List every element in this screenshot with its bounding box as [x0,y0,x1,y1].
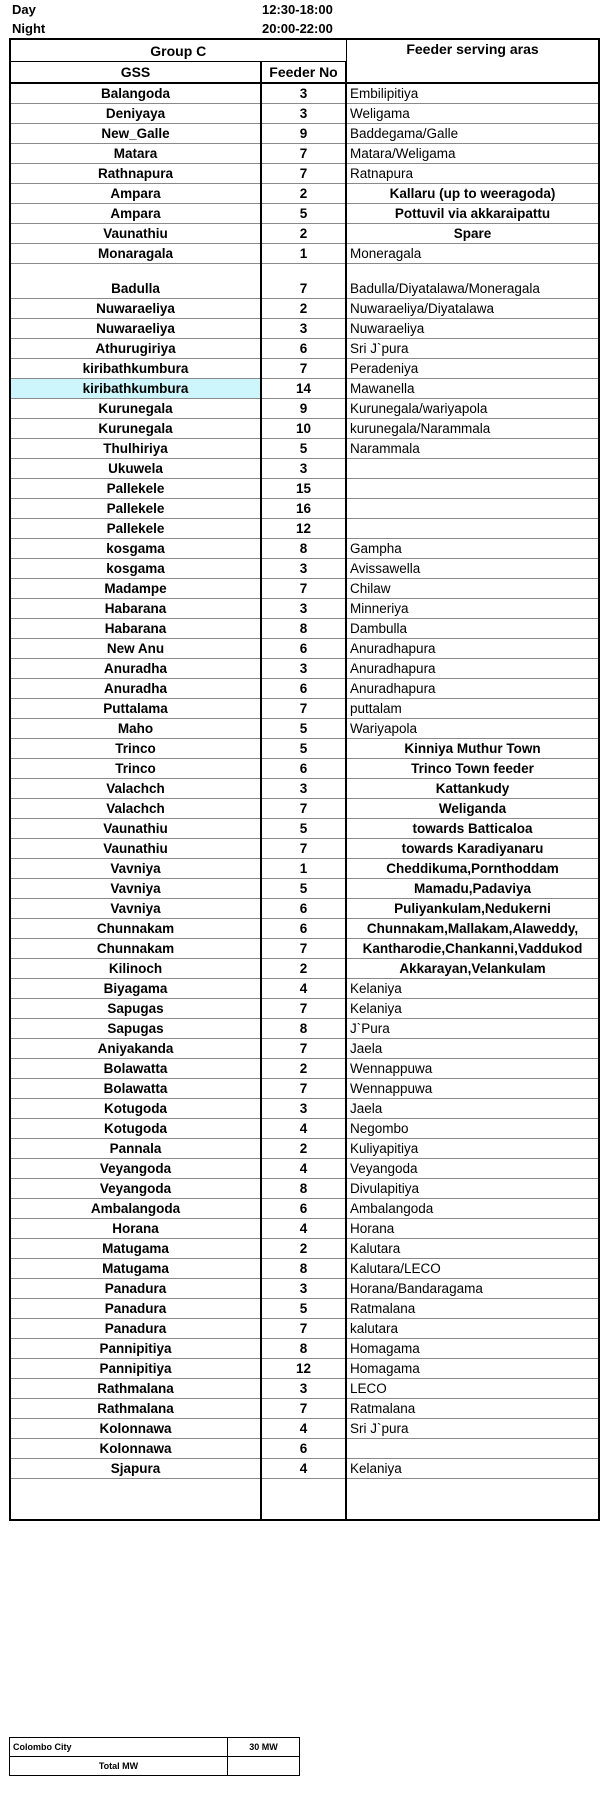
area-cell: Gampha [346,539,599,559]
area-cell: kurunegala/Narammala [346,419,599,439]
feeder-cell: 2 [261,959,346,979]
feeder-cell: 8 [261,619,346,639]
table-row [10,1059,599,1079]
feeder-cell: 3 [261,83,346,104]
table-row [10,104,599,124]
gss-cell: Kolonnawa [10,1419,261,1439]
feeder-header: Feeder No [261,62,346,84]
area-cell: Kelaniya [346,979,599,999]
schedule [12,0,352,38]
area-cell: Sri J`pura [346,1419,599,1439]
gss-cell: kosgama [10,539,261,559]
feeder-cell: 10 [261,419,346,439]
gss-cell: Badulla [10,264,261,299]
table-row [10,339,599,359]
area-cell: Pottuvil via akkaraipattu [346,204,599,224]
table-row [10,164,599,184]
feeder-cell: 5 [261,1299,346,1319]
area-cell: Dambulla [346,619,599,639]
feeder-cell: 3 [261,599,346,619]
feeder-cell: 3 [261,659,346,679]
table-row [10,144,599,164]
area-cell: Anuradhapura [346,659,599,679]
area-cell: Anuradhapura [346,679,599,699]
table-row [10,959,599,979]
gss-cell: Vavniya [10,899,261,919]
table-row [10,399,599,419]
group-title: Group C [10,39,346,62]
area-cell: Cheddikuma,Pornthoddam [346,859,599,879]
area-cell: Kantharodie,Chankanni,Vaddukod [346,939,599,959]
table-row [10,379,599,399]
table-row [10,639,599,659]
table-row [10,459,599,479]
gss-cell: Anuradha [10,679,261,699]
feeder-cell: 3 [261,459,346,479]
area-cell: Nuwaraeliya [346,319,599,339]
gss-cell: Kurunegala [10,419,261,439]
gss-cell: Rathnapura [10,164,261,184]
area-cell [346,459,599,479]
area-cell: Veyangoda [346,1159,599,1179]
area-cell: Kurunegala/wariyapola [346,399,599,419]
table-row [10,1179,599,1199]
area-cell [346,499,599,519]
colombo-label: Colombo City [10,1738,228,1757]
night-label: Night [12,21,46,36]
feeder-cell: 7 [261,1079,346,1099]
table-row [10,719,599,739]
area-cell: Sri J`pura [346,339,599,359]
gss-cell: Habarana [10,619,261,639]
table-row [10,599,599,619]
table-row [10,184,599,204]
table-row [10,359,599,379]
gss-cell: Rathmalana [10,1399,261,1419]
colombo-mw: 30 MW [228,1738,300,1757]
table-row [10,1039,599,1059]
feeder-cell: 7 [261,699,346,719]
table-row [10,979,599,999]
table-row [10,1339,599,1359]
area-cell: towards Batticaloa [346,819,599,839]
gss-cell: Anuradha [10,659,261,679]
gss-cell: Kotugoda [10,1099,261,1119]
feeder-cell: 6 [261,679,346,699]
feeder-cell: 9 [261,399,346,419]
table-row [10,619,599,639]
feeder-cell: 4 [261,1459,346,1479]
area-cell: Akkarayan,Velankulam [346,959,599,979]
area-cell: Baddegama/Galle [346,124,599,144]
table-row [10,779,599,799]
day-time: 12:30-18:00 [262,2,333,17]
area-cell [346,479,599,499]
table-row [10,1359,599,1379]
gss-cell: Nuwaraeliya [10,319,261,339]
feeder-cell: 3 [261,1379,346,1399]
gss-cell: Vaunathiu [10,224,261,244]
gss-cell: Athurugiriya [10,339,261,359]
gss-cell: New Anu [10,639,261,659]
area-cell [346,1439,599,1459]
feeder-cell: 7 [261,939,346,959]
gss-cell: Aniyakanda [10,1039,261,1059]
gss-cell: Matugama [10,1259,261,1279]
gss-cell: Monaragala [10,244,261,264]
table-row [10,519,599,539]
table-row [10,1279,599,1299]
area-cell: Wariyapola [346,719,599,739]
feeder-table [9,38,600,1521]
area-cell: J`Pura [346,1019,599,1039]
area-cell: Puliyankulam,Nedukerni [346,899,599,919]
area-cell: Weliganda [346,799,599,819]
feeder-cell: 5 [261,204,346,224]
gss-cell: Panadura [10,1279,261,1299]
gss-cell: Vaunathiu [10,819,261,839]
summary-table [9,1737,347,1776]
feeder-cell: 5 [261,819,346,839]
gss-cell: Maho [10,719,261,739]
area-cell: Weligama [346,104,599,124]
area-cell: Narammala [346,439,599,459]
night-time: 20:00-22:00 [262,21,333,36]
area-cell: Homagama [346,1359,599,1379]
feeder-cell: 7 [261,839,346,859]
feeder-cell: 2 [261,1139,346,1159]
feeder-cell: 12 [261,1359,346,1379]
gss-cell: Kurunegala [10,399,261,419]
feeder-cell: 8 [261,1019,346,1039]
feeder-cell: 4 [261,979,346,999]
table-row [10,759,599,779]
feeder-cell: 8 [261,1339,346,1359]
feeder-cell: 8 [261,1259,346,1279]
area-cell: Homagama [346,1339,599,1359]
table-row [10,264,599,299]
gss-cell: Madampe [10,579,261,599]
gss-cell: kiribathkumbura [10,359,261,379]
gss-cell: Valachch [10,799,261,819]
area-cell: Ratmalana [346,1299,599,1319]
area-cell: Embilipitiya [346,83,599,104]
gss-cell: Kolonnawa [10,1439,261,1459]
gss-cell: Trinco [10,739,261,759]
gss-header: GSS [10,62,261,84]
area-cell: Anuradhapura [346,639,599,659]
gss-cell: Veyangoda [10,1179,261,1199]
schedule-day [12,0,352,19]
feeder-cell: 6 [261,339,346,359]
area-cell: Kallaru (up to weeragoda) [346,184,599,204]
feeder-cell: 2 [261,299,346,319]
schedule-night [12,19,352,38]
table-row [10,659,599,679]
area-cell: Jaela [346,1039,599,1059]
table-row [10,1019,599,1039]
areas-header: Feeder serving aras [346,39,599,83]
area-cell: Badulla/Diyatalawa/Moneragala [346,264,599,299]
gss-cell: Ambalangoda [10,1199,261,1219]
feeder-cell: 3 [261,559,346,579]
gss-cell: Vaunathiu [10,839,261,859]
feeder-cell: 2 [261,1239,346,1259]
table-row [10,1379,599,1399]
gss-cell: Horana [10,1219,261,1239]
gss-cell: Bolawatta [10,1059,261,1079]
gss-cell: Kotugoda [10,1119,261,1139]
gss-cell: Chunnakam [10,919,261,939]
gss-cell: Pannipitiya [10,1339,261,1359]
table-row [10,1299,599,1319]
feeder-cell: 6 [261,919,346,939]
gss-cell: kosgama [10,559,261,579]
gss-cell: Sapugas [10,999,261,1019]
area-cell: kalutara [346,1319,599,1339]
area-cell [346,519,599,539]
area-cell: Minneriya [346,599,599,619]
table-row [10,879,599,899]
gss-cell: Pallekele [10,519,261,539]
feeder-cell: 8 [261,1179,346,1199]
area-cell: Peradeniya [346,359,599,379]
gss-cell: Biyagama [10,979,261,999]
table-row [10,224,599,244]
feeder-cell: 2 [261,1059,346,1079]
gss-cell: Sjapura [10,1459,261,1479]
area-cell: Horana [346,1219,599,1239]
table-row [10,679,599,699]
area-cell: Wennappuwa [346,1059,599,1079]
area-cell: Divulapitiya [346,1179,599,1199]
table-row [10,1139,599,1159]
feeder-cell: 7 [261,1319,346,1339]
area-cell: Negombo [346,1119,599,1139]
gss-cell: Rathmalana [10,1379,261,1399]
table-row [10,939,599,959]
feeder-cell: 8 [261,539,346,559]
table-row [10,819,599,839]
table-row [10,124,599,144]
gss-cell: kiribathkumbura [10,379,261,399]
gss-cell: Pallekele [10,499,261,519]
total-mw [228,1757,300,1776]
area-cell: Kelaniya [346,999,599,1019]
table-row [10,299,599,319]
gss-cell: Habarana [10,599,261,619]
gss-cell: Pannala [10,1139,261,1159]
gss-cell: Deniyaya [10,104,261,124]
gss-cell: Balangoda [10,83,261,104]
feeder-cell: 7 [261,799,346,819]
gss-cell: Ampara [10,204,261,224]
area-cell: Ambalangoda [346,1199,599,1219]
gss-cell: Valachch [10,779,261,799]
area-cell: Trinco Town feeder [346,759,599,779]
gss-cell: Puttalama [10,699,261,719]
feeder-cell: 3 [261,1099,346,1119]
area-cell: Kelaniya [346,1459,599,1479]
area-cell: Mawanella [346,379,599,399]
table-row [10,479,599,499]
table-row [10,839,599,859]
feeder-cell: 7 [261,264,346,299]
feeder-cell: 2 [261,224,346,244]
table-row [10,1459,599,1479]
gss-cell: Sapugas [10,1019,261,1039]
feeder-cell: 5 [261,879,346,899]
area-cell: towards Karadiyanaru [346,839,599,859]
feeder-cell: 12 [261,519,346,539]
area-cell: Chilaw [346,579,599,599]
table-row [10,559,599,579]
gss-cell: Ukuwela [10,459,261,479]
gss-cell: Bolawatta [10,1079,261,1099]
gss-cell: Panadura [10,1319,261,1339]
feeder-cell: 7 [261,359,346,379]
area-cell: puttalam [346,699,599,719]
feeder-cell: 3 [261,319,346,339]
area-cell: Avissawella [346,559,599,579]
area-cell: Kuliyapitiya [346,1139,599,1159]
feeder-cell: 6 [261,899,346,919]
blank-row [10,1479,599,1500]
table-row [10,1119,599,1139]
table-row [10,244,599,264]
table-row [10,319,599,339]
area-cell: Nuwaraeliya/Diyatalawa [346,299,599,319]
table-row [10,1419,599,1439]
area-cell: Matara/Weligama [346,144,599,164]
table-row [10,859,599,879]
area-cell: Jaela [346,1099,599,1119]
table-row [10,499,599,519]
feeder-cell: 3 [261,1279,346,1299]
table-row [10,83,599,104]
table-row [10,439,599,459]
table-row [10,699,599,719]
total-label: Total MW [10,1757,228,1776]
table-row [10,1259,599,1279]
area-cell: Wennappuwa [346,1079,599,1099]
gss-cell: Pannipitiya [10,1359,261,1379]
feeder-cell: 4 [261,1419,346,1439]
feeder-cell: 6 [261,1439,346,1459]
table-row [10,579,599,599]
table-row [10,1079,599,1099]
feeder-cell: 5 [261,719,346,739]
gss-cell: Vavniya [10,859,261,879]
gss-cell: Matugama [10,1239,261,1259]
table-row [10,1159,599,1179]
gss-cell: Panadura [10,1299,261,1319]
area-cell: LECO [346,1379,599,1399]
gss-cell: Vavniya [10,879,261,899]
feeder-cell: 1 [261,244,346,264]
feeder-cell: 7 [261,1039,346,1059]
table-row [10,1319,599,1339]
area-cell: Horana/Bandaragama [346,1279,599,1299]
table-row [10,999,599,1019]
table-row [10,899,599,919]
feeder-cell: 9 [261,124,346,144]
area-cell: Chunnakam,Mallakam,Alaweddy, [346,919,599,939]
feeder-cell: 7 [261,999,346,1019]
feeder-cell: 6 [261,1199,346,1219]
feeder-cell: 5 [261,739,346,759]
feeder-cell: 7 [261,1399,346,1419]
table-row [10,799,599,819]
gss-cell: Chunnakam [10,939,261,959]
area-cell: Kalutara [346,1239,599,1259]
table-row [10,1099,599,1119]
area-cell: Kattankudy [346,779,599,799]
feeder-cell: 7 [261,579,346,599]
table-row [10,1199,599,1219]
feeder-cell: 16 [261,499,346,519]
feeder-cell: 7 [261,144,346,164]
feeder-cell: 15 [261,479,346,499]
feeder-cell: 3 [261,779,346,799]
gss-cell: Matara [10,144,261,164]
area-cell: Kinniya Muthur Town [346,739,599,759]
area-cell: Spare [346,224,599,244]
area-cell: Ratnapura [346,164,599,184]
table-row [10,1239,599,1259]
table-row [10,1219,599,1239]
feeder-cell: 1 [261,859,346,879]
table-row [10,1399,599,1419]
table-row [10,739,599,759]
gss-cell: New_Galle [10,124,261,144]
gss-cell: Ampara [10,184,261,204]
gss-cell: Veyangoda [10,1159,261,1179]
area-cell: Moneragala [346,244,599,264]
feeder-cell: 4 [261,1119,346,1139]
blank-row [10,1499,599,1520]
gss-cell: Kilinoch [10,959,261,979]
area-cell: Kalutara/LECO [346,1259,599,1279]
table-row [10,919,599,939]
area-cell: Ratmalana [346,1399,599,1419]
feeder-cell: 6 [261,639,346,659]
feeder-cell: 2 [261,184,346,204]
day-label: Day [12,2,36,17]
gss-cell: Pallekele [10,479,261,499]
feeder-cell: 4 [261,1159,346,1179]
gss-cell: Thulhiriya [10,439,261,459]
feeder-cell: 3 [261,104,346,124]
feeder-cell: 5 [261,439,346,459]
feeder-cell: 7 [261,164,346,184]
feeder-cell: 6 [261,759,346,779]
gss-cell: Nuwaraeliya [10,299,261,319]
table-row [10,539,599,559]
feeder-cell: 4 [261,1219,346,1239]
gss-cell: Trinco [10,759,261,779]
table-row [10,419,599,439]
area-cell: Mamadu,Padaviya [346,879,599,899]
table-row [10,1439,599,1459]
table-row [10,204,599,224]
feeder-cell: 14 [261,379,346,399]
